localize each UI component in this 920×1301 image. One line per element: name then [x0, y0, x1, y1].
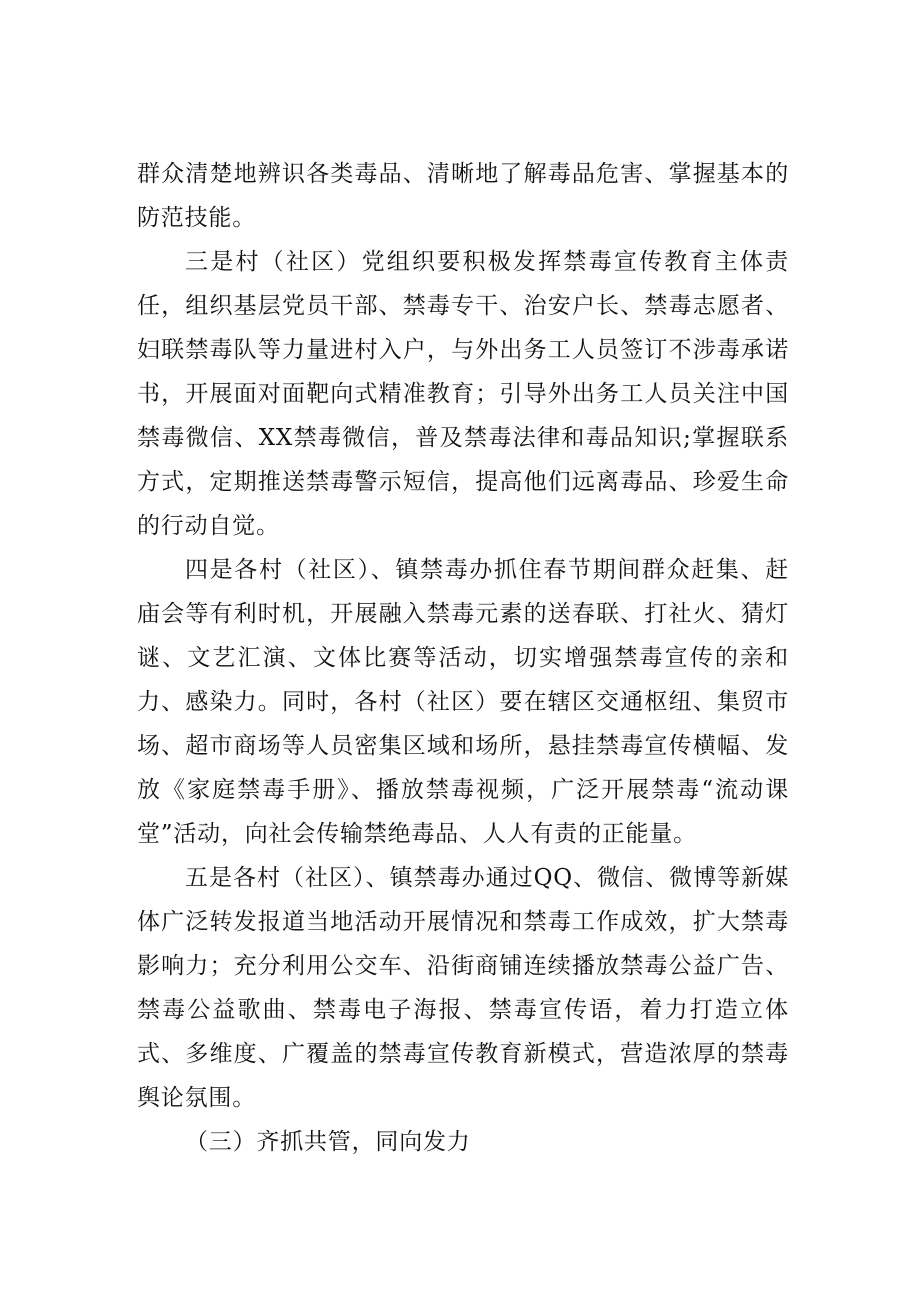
section-heading: （三）齐抓共管，同向发力: [185, 1129, 471, 1155]
paragraph-continuation: 群众清楚地辨识各类毒品、清晰地了解毒品危害、掌握基本的防范技能。: [137, 161, 789, 231]
paragraph-item-four: 四是各村（社区）、镇禁毒办抓住春节期间群众赶集、赶庙会等有利时机，开展融入禁毒元素的送春联、打社火、猜灯谜、文艺汇演、文体比赛等活动，切实增强禁毒宣传的亲和力、感染力。同时，各村（社区）要在辖区交通枢纽、集贸市场、超市商场等人员密集区域和场所，悬挂禁毒宣传横幅、发放《家庭禁毒手册》、播放禁毒视频，广泛开展禁毒“流动课堂”活动，向社会传输禁绝毒品、人人有责的正能量。: [137, 557, 789, 847]
paragraph-item-five: 五是各村（社区）、镇禁毒办通过QQ、微信、微博等新媒体广泛转发报道当地活动开展情况和禁毒工作成效，扩大禁毒影响力；充分利用公交车、沿街商铺连续播放禁毒公益广告、禁毒公益歌曲、禁毒电子海报、禁毒宣传语，着力打造立体式、多维度、广覆盖的禁毒宣传教育新模式，营造浓厚的禁毒舆论氛围。: [137, 865, 789, 1111]
paragraph-item-three: 三是村（社区）党组织要积极发挥禁毒宣传教育主体责任，组织基层党员干部、禁毒专干、治安户长、禁毒志愿者、妇联禁毒队等力量进村入户，与外出务工人员签订不涉毒承诺书，开展面对面靶向式精准教育；引导外出务工人员关注中国禁毒微信、XX禁毒微信，普及禁毒法律和毒品知识;掌握联系方式，定期推送禁毒警示短信，提高他们远离毒品、珍爱生命的行动自觉。: [137, 249, 789, 539]
document-body: [137, 152, 789, 1164]
